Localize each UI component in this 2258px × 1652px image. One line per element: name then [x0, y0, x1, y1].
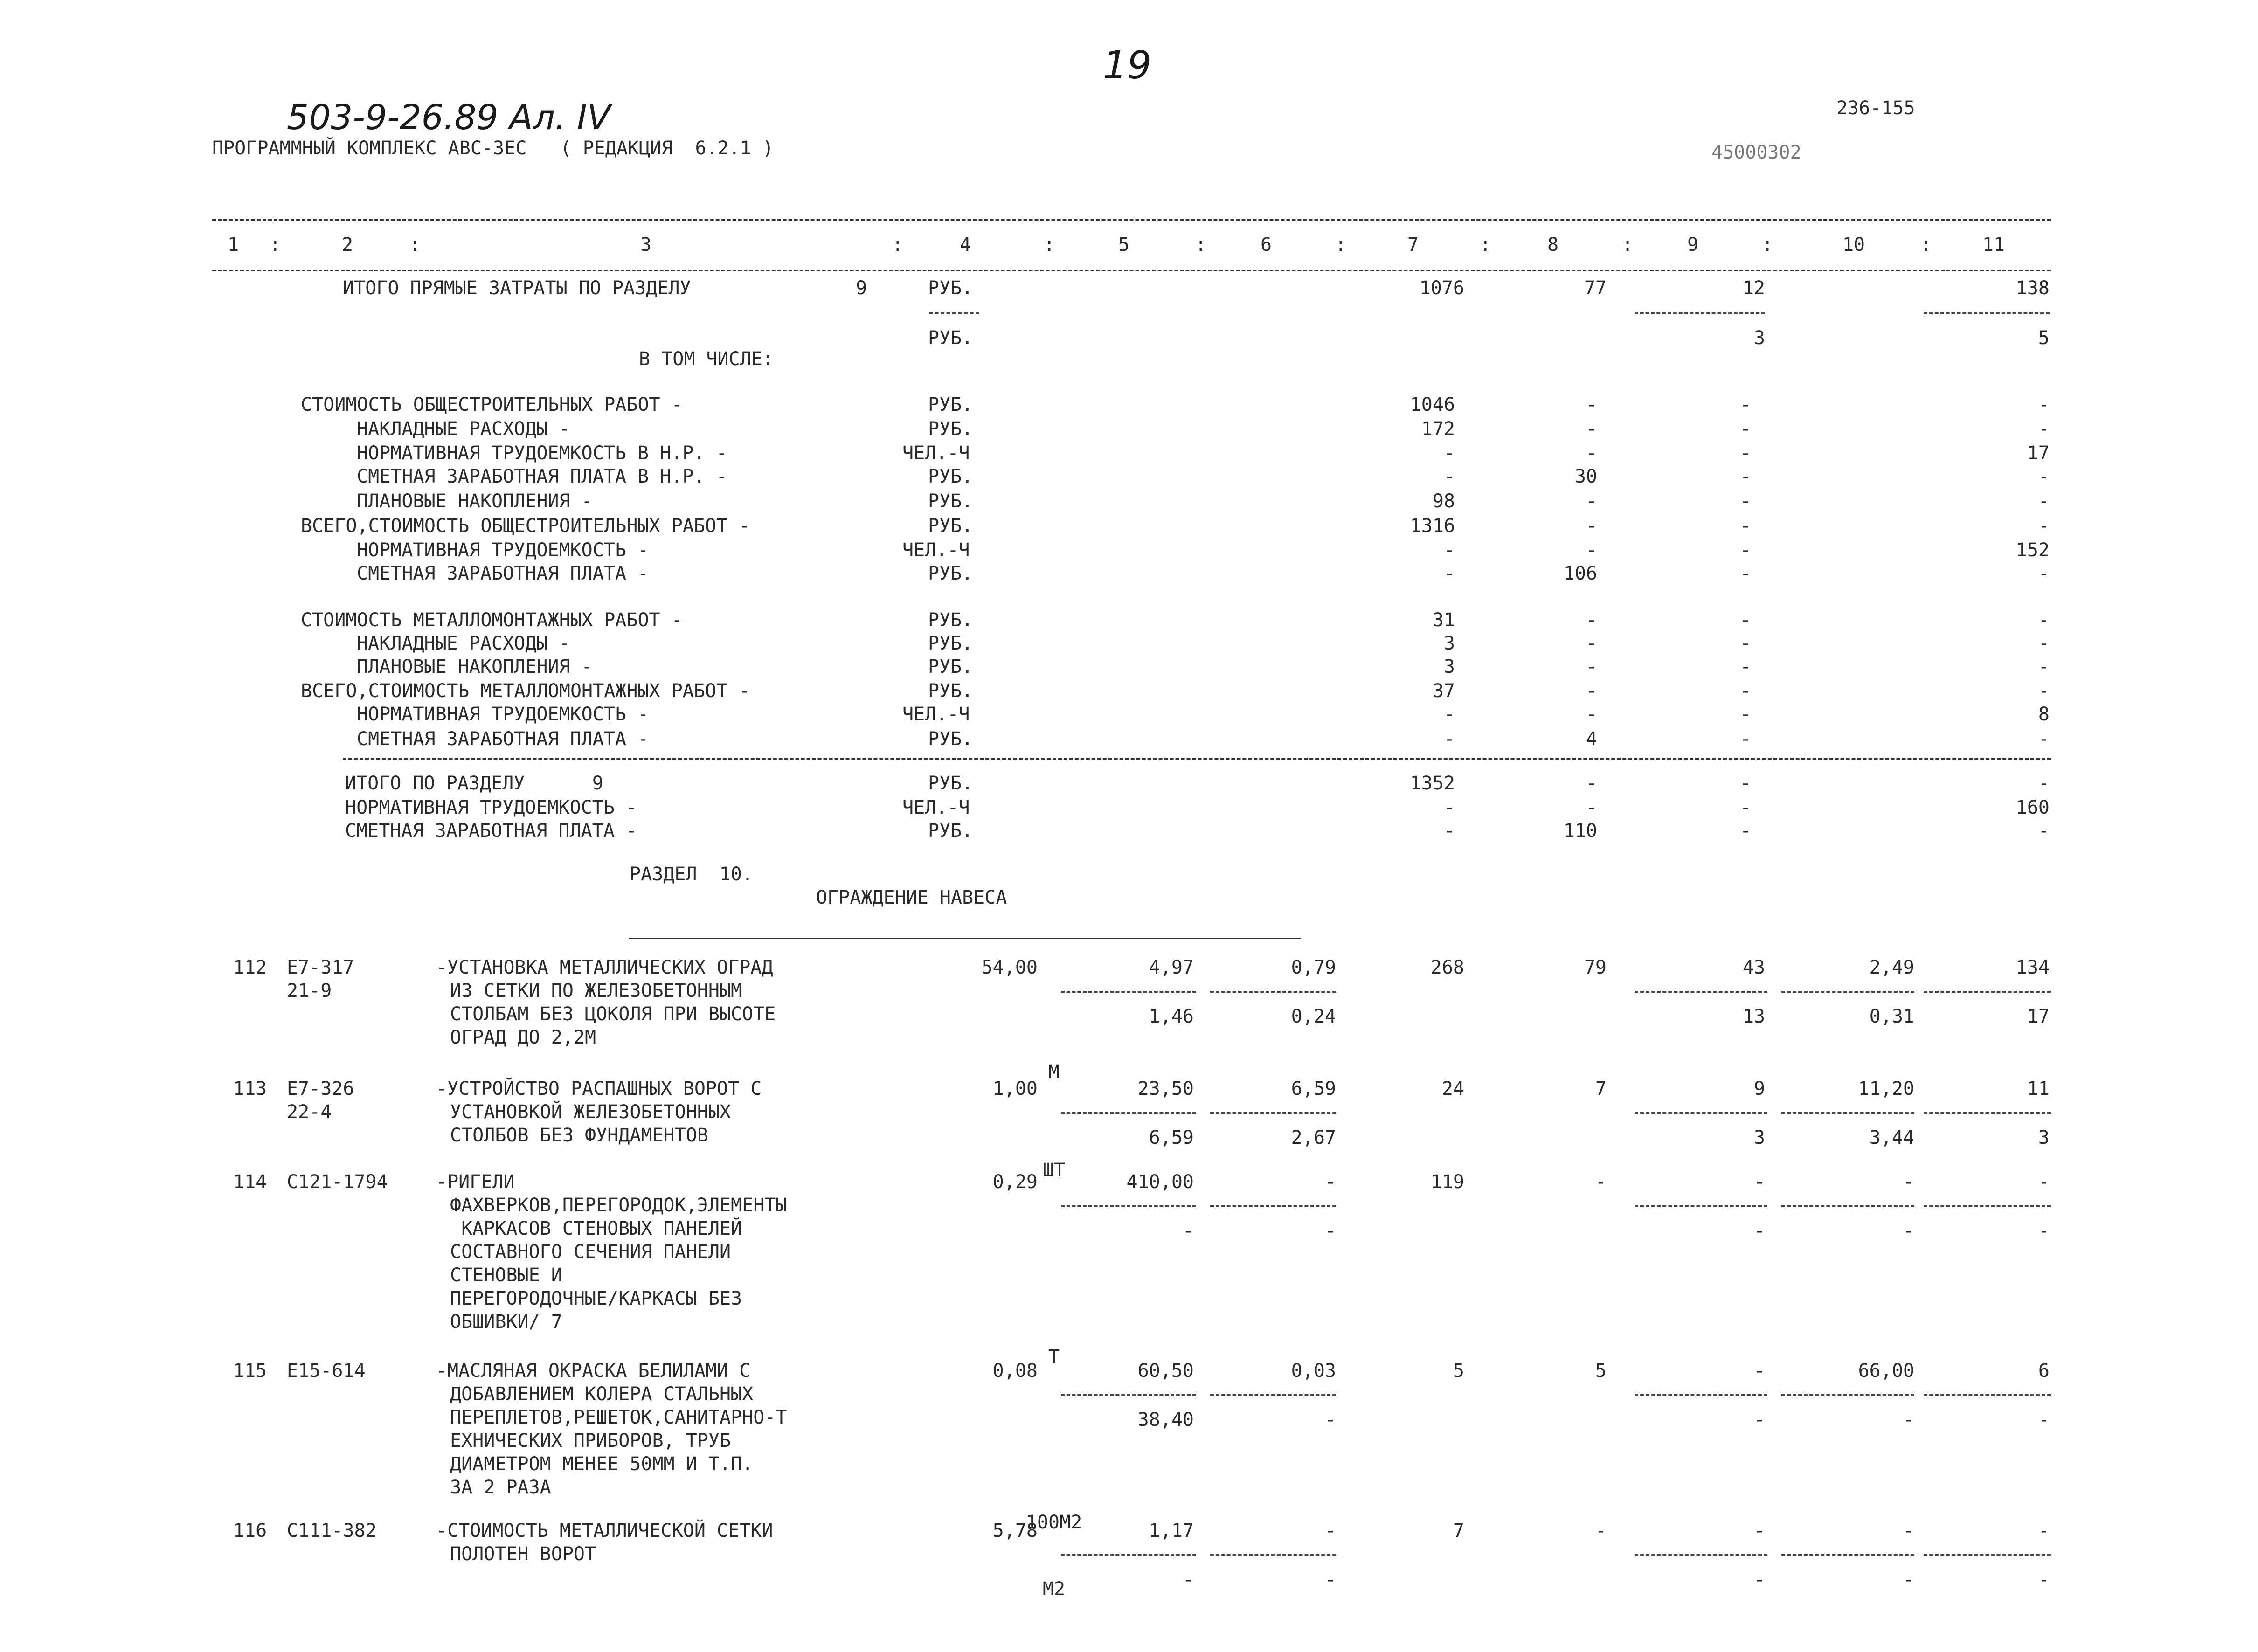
item-unit: ШТ [1042, 1160, 1066, 1181]
item-description-line: ПЕРЕПЛЕТОВ,РЕШЕТОК,САНИТАРНО-Т [450, 1407, 787, 1428]
item-c6-rule [1210, 1205, 1336, 1207]
item-description-line: УСТАНОВКОЙ ЖЕЛЕЗОБЕТОННЫХ [450, 1101, 731, 1123]
item-c8: 79 [1584, 957, 1607, 978]
item-description-line: СТЕНОВЫЕ И [450, 1265, 562, 1286]
section9-row-c11: - [2038, 728, 2050, 750]
section9-row-c7: 1046 [1410, 394, 1455, 415]
item-unit: М2 [1042, 1578, 1066, 1600]
section9-row-c11: 8 [2038, 704, 2050, 725]
item-c6-rule [1210, 1394, 1336, 1396]
section9-row-c11: - [2038, 656, 2050, 677]
item-c6-sub: - [1324, 1409, 1336, 1431]
item-c11-sub: - [2038, 1220, 2050, 1242]
item-code: Е7-326 [287, 1078, 354, 1099]
section9-total-c11: 160 [2016, 797, 2050, 818]
handwritten-document-code: 503-9-26.89 Ал. IV [287, 97, 611, 138]
section9-row-unit: РУБ. [928, 680, 973, 702]
item-c11-rule [1924, 1554, 2051, 1556]
item-c11: - [2038, 1520, 2050, 1541]
item-c11-sub: 3 [2038, 1127, 2050, 1148]
item-description-line: ПОЛОТЕН ВОРОТ [450, 1543, 596, 1565]
item-c10-sub: - [1903, 1220, 1914, 1242]
item-description-line: ОБШИВКИ/ 7 [450, 1311, 562, 1333]
item-description-line: КАРКАСОВ СТЕНОВЫХ ПАНЕЛЕЙ [450, 1218, 742, 1239]
item-c11: 11 [2027, 1078, 2050, 1099]
section9-row-unit: ЧЕЛ.-Ч [902, 539, 970, 561]
item-number: 115 [233, 1360, 267, 1382]
section9-row-c8: - [1586, 515, 1597, 537]
item-c10: - [1903, 1520, 1914, 1541]
item-quantity: 5,78 [992, 1520, 1038, 1541]
item-c9: 9 [1753, 1078, 1765, 1099]
column-header-14: 8 [1547, 234, 1559, 256]
section9-row-unit: РУБ. [928, 609, 973, 631]
item-c10-rule [1781, 1205, 1914, 1207]
section9-row-c11: 17 [2027, 442, 2050, 464]
section9-row-c9: - [1739, 563, 1751, 584]
item-description-line: СТОЛБАМ БЕЗ ЦОКОЛЯ ПРИ ВЫСОТЕ [450, 1003, 776, 1025]
item-code-secondary: 21-9 [287, 980, 332, 1002]
item-c6: 0,79 [1291, 957, 1336, 978]
section9-row-unit: РУБ. [928, 418, 973, 440]
section9-row-label: ПЛАНОВЫЕ НАКОПЛЕНИЯ - [357, 491, 593, 512]
item-c9-rule [1635, 1554, 1767, 1556]
item-number: 113 [233, 1078, 267, 1099]
column-header-16: 9 [1687, 234, 1699, 256]
unit-underline [929, 312, 979, 314]
item-c10: - [1903, 1171, 1914, 1193]
section10-title: РАЗДЕЛ 10. [630, 864, 753, 885]
item-c7: 5 [1453, 1360, 1464, 1382]
section9-row-c11: - [2038, 491, 2050, 512]
item-c11-sub: - [2038, 1569, 2050, 1590]
item-c9-sub: 13 [1742, 1006, 1765, 1027]
section9-row-label: НОРМАТИВНАЯ ТРУДОЕМКОСТЬ - [357, 539, 649, 561]
section9-row-c8: - [1586, 633, 1597, 654]
section9-row-c9: - [1739, 656, 1751, 677]
column-header-5: : [892, 234, 904, 256]
item-c10-sub: 3,44 [1869, 1127, 1914, 1148]
handwritten-page-number: 19 [1103, 43, 1152, 88]
section9-row-c9: - [1739, 728, 1751, 750]
section9-row-c8: - [1586, 656, 1597, 677]
total-direct-label: ИТОГО ПРЯМЫЕ ЗАТРАТЫ ПО РАЗДЕЛУ [343, 277, 691, 299]
item-code: С111-382 [287, 1520, 377, 1541]
section9-row-c11: - [2038, 609, 2050, 631]
section9-row-c11: - [2038, 466, 2050, 487]
section9-row-c8: - [1586, 609, 1597, 631]
total-direct-c9: 12 [1742, 277, 1765, 299]
section9-row-c7: - [1443, 442, 1455, 464]
item-c8: 5 [1595, 1360, 1607, 1382]
item-c9-rule [1635, 1205, 1767, 1207]
column-header-20: 11 [1982, 234, 2005, 256]
column-header-18: 10 [1842, 234, 1865, 256]
header-bottom-rule [212, 270, 2051, 271]
section9-total-c9: - [1739, 773, 1751, 794]
column-header-7: : [1043, 234, 1055, 256]
item-c11-rule [1924, 1112, 2051, 1114]
section9-total-unit: РУБ. [928, 773, 973, 794]
section9-row-c11: - [2038, 515, 2050, 537]
item-c7: 119 [1430, 1171, 1464, 1193]
section9-total-c7: 1352 [1410, 773, 1455, 794]
section9-row-c8: - [1586, 394, 1597, 415]
header-top-rule [212, 219, 2051, 221]
section9-row-c11: - [2038, 563, 2050, 584]
section9-row-label: НОРМАТИВНАЯ ТРУДОЕМКОСТЬ - [357, 704, 649, 725]
section9-row-label: ВСЕГО,СТОИМОСТЬ ОБЩЕСТРОИТЕЛЬНЫХ РАБОТ - [301, 515, 750, 537]
section9-row-label: ПЛАНОВЫЕ НАКОПЛЕНИЯ - [357, 656, 593, 677]
item-c6: - [1324, 1520, 1336, 1541]
item-c9: - [1753, 1360, 1765, 1382]
section9-row-label: СМЕТНАЯ ЗАРАБОТНАЯ ПЛАТА В Н.Р. - [357, 466, 727, 487]
total-direct-c7: 1076 [1419, 277, 1464, 299]
section9-row-c8: 30 [1574, 466, 1597, 487]
column-header-11: : [1335, 234, 1347, 256]
item-description-line: ФАХВЕРКОВ,ПЕРЕГОРОДОК,ЭЛЕМЕНТЫ [450, 1195, 787, 1216]
section9-row-c8: - [1586, 539, 1597, 561]
item-c11: 134 [2016, 957, 2050, 978]
section9-row-label: НАКЛАДНЫЕ РАСХОДЫ - [357, 633, 570, 654]
item-number: 114 [233, 1171, 267, 1193]
section9-row-c9: - [1739, 491, 1751, 512]
item-c9-sub: - [1753, 1220, 1765, 1242]
section9-row-unit: ЧЕЛ.-Ч [902, 704, 970, 725]
section9-row-c7: - [1443, 466, 1455, 487]
item-quantity: 54,00 [981, 957, 1038, 978]
section9-row-c7: 1316 [1410, 515, 1455, 537]
section9-total-c8: - [1586, 773, 1597, 794]
column-header-2: 2 [341, 234, 353, 256]
item-number: 116 [233, 1520, 267, 1541]
item-c10-sub: - [1903, 1569, 1914, 1590]
total-direct-c11: 138 [2016, 277, 2050, 299]
section9-row-c9: - [1739, 609, 1751, 631]
item-description-line: ЕХНИЧЕСКИХ ПРИБОРОВ, ТРУБ [450, 1430, 731, 1452]
item-c10-sub: - [1903, 1409, 1914, 1431]
item-description-line: ИЗ СЕТКИ ПО ЖЕЛЕЗОБЕТОННЫМ [450, 980, 742, 1002]
item-c11: - [2038, 1171, 2050, 1193]
item-c9-rule [1635, 1394, 1767, 1396]
reference-number: 236-155 [1836, 97, 1915, 119]
item-c5-sub: 38,40 [1137, 1409, 1194, 1431]
item-c9: 43 [1742, 957, 1765, 978]
column-header-10: 6 [1260, 234, 1272, 256]
section9-row-c11: - [2038, 633, 2050, 654]
section9-row-c11: - [2038, 394, 2050, 415]
section9-row-unit: РУБ. [928, 466, 973, 487]
section9-row-c7: - [1443, 728, 1455, 750]
item-code: С121-1794 [287, 1171, 388, 1193]
section10-subtitle: ОГРАЖДЕНИЕ НАВЕСА [816, 887, 1007, 908]
item-c5-rule [1061, 1205, 1196, 1207]
item-c5-rule [1061, 991, 1196, 993]
item-unit: 100М2 [1025, 1512, 1082, 1533]
column-header-13: : [1479, 234, 1491, 256]
section9-row-c7: 37 [1432, 680, 1455, 702]
item-c5: 60,50 [1137, 1360, 1194, 1382]
section9-row-c8: - [1586, 491, 1597, 512]
item-c9-sub: - [1753, 1409, 1765, 1431]
item-c5: 410,00 [1126, 1171, 1194, 1193]
section9-total-label: ИТОГО ПО РАЗДЕЛУ 9 [345, 773, 603, 794]
section9-row-c8: - [1586, 680, 1597, 702]
item-description-line: -УСТАНОВКА МЕТАЛЛИЧЕСКИХ ОГРАД [436, 957, 773, 978]
section9-row-c9: - [1739, 633, 1751, 654]
section9-total-c7: - [1443, 820, 1455, 842]
column-header-19: : [1920, 234, 1932, 256]
item-c5-rule [1061, 1394, 1196, 1396]
item-c5-sub: - [1182, 1569, 1194, 1590]
column-header-9: : [1195, 234, 1207, 256]
item-c7: 24 [1441, 1078, 1464, 1099]
section9-row-c8: - [1586, 704, 1597, 725]
section9-row-unit: РУБ. [928, 563, 973, 584]
item-c6-rule [1210, 1112, 1336, 1114]
section9-row-label: ВСЕГО,СТОИМОСТЬ МЕТАЛЛОМОНТАЖНЫХ РАБОТ - [301, 680, 750, 702]
section9-row-c7: 172 [1421, 418, 1455, 440]
item-unit: М [1048, 1062, 1060, 1083]
item-description-line: ДИАМЕТРОМ МЕНЕЕ 50ММ И Т.П. [450, 1453, 754, 1475]
item-c10-sub: 0,31 [1869, 1006, 1914, 1027]
item-quantity: 0,08 [992, 1360, 1038, 1382]
item-c7: 268 [1430, 957, 1464, 978]
section9-row-c8: 106 [1563, 563, 1597, 584]
item-description-line: ДОБАВЛЕНИЕМ КОЛЕРА СТАЛЬНЫХ [450, 1383, 754, 1405]
item-c9: - [1753, 1520, 1765, 1541]
item-c10-rule [1781, 1112, 1914, 1114]
item-c6: 0,03 [1291, 1360, 1336, 1382]
section9-row-label: СМЕТНАЯ ЗАРАБОТНАЯ ПЛАТА - [357, 728, 649, 750]
section9-row-unit: РУБ. [928, 394, 973, 415]
item-c11-rule [1924, 991, 2051, 993]
item-c8: 7 [1595, 1078, 1607, 1099]
item-c6-sub: - [1324, 1569, 1336, 1590]
program-line: ПРОГРАММНЫЙ КОМПЛЕКС АВС-3ЕС ( РЕДАКЦИЯ 6.2.1 ) [212, 138, 774, 159]
item-c6: 6,59 [1291, 1078, 1336, 1099]
section9-total-label: НОРМАТИВНАЯ ТРУДОЕМКОСТЬ - [345, 797, 637, 818]
item-c6: - [1324, 1171, 1336, 1193]
section9-total-unit: ЧЕЛ.-Ч [902, 797, 970, 818]
column-header-0: 1 [227, 234, 239, 256]
column-header-3: : [409, 234, 421, 256]
item-c6-rule [1210, 991, 1336, 993]
section9-total-c11: - [2038, 773, 2050, 794]
item-quantity: 1,00 [992, 1078, 1038, 1099]
section9-row-c9: - [1739, 515, 1751, 537]
item-c5: 23,50 [1137, 1078, 1194, 1099]
item-c9-rule [1635, 991, 1767, 993]
item-unit: Т [1048, 1346, 1060, 1368]
total-direct-sub-unit: РУБ. [928, 327, 973, 349]
item-c6-sub: 0,24 [1291, 1006, 1336, 1027]
section9-row-c11: - [2038, 418, 2050, 440]
section9-row-label: СТОИМОСТЬ МЕТАЛЛОМОНТАЖНЫХ РАБОТ - [301, 609, 683, 631]
section9-row-c9: - [1739, 418, 1751, 440]
item-c5-rule [1061, 1112, 1196, 1114]
section9-row-c8: - [1586, 442, 1597, 464]
item-c6-rule [1210, 1554, 1336, 1556]
total-direct-sub-c9: 3 [1753, 327, 1765, 349]
section9-total-label: СМЕТНАЯ ЗАРАБОТНАЯ ПЛАТА - [345, 820, 637, 842]
item-c5: 4,97 [1149, 957, 1194, 978]
item-c10-rule [1781, 991, 1914, 993]
section9-row-label: НАКЛАДНЫЕ РАСХОДЫ - [357, 418, 570, 440]
section9-row-c7: - [1443, 563, 1455, 584]
section9-row-c7: 3 [1443, 633, 1455, 654]
column-header-15: : [1621, 234, 1634, 256]
section9-total-c8: - [1586, 797, 1597, 818]
section9-row-unit: РУБ. [928, 515, 973, 537]
item-c11-rule [1924, 1394, 2051, 1396]
item-code: Е15-614 [287, 1360, 366, 1382]
item-c9-sub: - [1753, 1569, 1765, 1590]
item-description-line: -РИГЕЛИ [436, 1171, 515, 1193]
section9-row-label: НОРМАТИВНАЯ ТРУДОЕМКОСТЬ В Н.Р. - [357, 442, 727, 464]
section9-row-c9: - [1739, 466, 1751, 487]
section9-row-c7: 3 [1443, 656, 1455, 677]
column-header-6: 4 [959, 234, 971, 256]
section9-total-c11: - [2038, 820, 2050, 842]
total-direct-section-number: 9 [856, 277, 867, 299]
total-direct-unit: РУБ. [928, 277, 973, 299]
section9-row-c11: 152 [2016, 539, 2050, 561]
item-c10: 2,49 [1869, 957, 1914, 978]
item-description-line: ОГРАД ДО 2,2М [450, 1027, 596, 1048]
column-header-4: 3 [640, 234, 652, 256]
item-c10-rule [1781, 1554, 1914, 1556]
item-description-line: -СТОИМОСТЬ МЕТАЛЛИЧЕСКОЙ СЕТКИ [436, 1520, 773, 1541]
section9-row-unit: РУБ. [928, 491, 973, 512]
section9-total-c9: - [1739, 797, 1751, 818]
section9-row-unit: РУБ. [928, 656, 973, 677]
section9-row-c8: 4 [1586, 728, 1597, 750]
column-header-8: 5 [1118, 234, 1130, 256]
section9-row-unit: РУБ. [928, 728, 973, 750]
item-description-line: -МАСЛЯНАЯ ОКРАСКА БЕЛИЛАМИ С [436, 1360, 751, 1382]
item-c5-sub: 1,46 [1149, 1006, 1194, 1027]
section9-row-unit: ЧЕЛ.-Ч [902, 442, 970, 464]
item-c9-sub: 3 [1753, 1127, 1765, 1148]
total-direct-c8: 77 [1584, 277, 1607, 299]
section9-row-c11: - [2038, 680, 2050, 702]
column-header-17: : [1761, 234, 1773, 256]
in-that-heading: В ТОМ ЧИСЛЕ: [639, 348, 774, 370]
item-c11-rule [1924, 1205, 2051, 1207]
item-c10-rule [1781, 1394, 1914, 1396]
item-c9: - [1753, 1171, 1765, 1193]
item-c5: 1,17 [1149, 1520, 1194, 1541]
item-c11: 6 [2038, 1360, 2050, 1382]
item-c6-sub: - [1324, 1220, 1336, 1242]
item-c10: 66,00 [1858, 1360, 1914, 1382]
column-header-1: : [269, 234, 281, 256]
item-c7: 7 [1453, 1520, 1464, 1541]
item-description-line: ПЕРЕГОРОДОЧНЫЕ/КАРКАСЫ БЕЗ [450, 1288, 742, 1309]
section9-row-c7: 98 [1432, 491, 1455, 512]
section9-total-c9: - [1739, 820, 1751, 842]
c11-underline [1924, 312, 2050, 314]
item-c5-sub: 6,59 [1149, 1127, 1194, 1148]
item-quantity: 0,29 [992, 1171, 1038, 1193]
item-code: Е7-317 [287, 957, 354, 978]
c9-underline [1635, 312, 1765, 314]
item-description-line: ЗА 2 РАЗА [450, 1477, 551, 1498]
item-description-line: СТОЛБОВ БЕЗ ФУНДАМЕНТОВ [450, 1125, 708, 1146]
section9-row-c7: - [1443, 539, 1455, 561]
section9-total-c7: - [1443, 797, 1455, 818]
section9-row-label: СМЕТНАЯ ЗАРАБОТНАЯ ПЛАТА - [357, 563, 649, 584]
section9-total-c8: 110 [1563, 820, 1597, 842]
section10-title-rule [629, 938, 1301, 940]
section9-row-c9: - [1739, 704, 1751, 725]
item-c11-sub: - [2038, 1409, 2050, 1431]
item-description-line: СОСТАВНОГО СЕЧЕНИЯ ПАНЕЛИ [450, 1241, 731, 1263]
item-c5-sub: - [1182, 1220, 1194, 1242]
section9-row-c8: - [1586, 418, 1597, 440]
item-code-secondary: 22-4 [287, 1101, 332, 1123]
total-direct-sub-c11: 5 [2038, 327, 2050, 349]
column-header-12: 7 [1407, 234, 1419, 256]
section9-row-c9: - [1739, 394, 1751, 415]
item-number: 112 [233, 957, 267, 978]
section9-totals-rule [343, 758, 2051, 760]
section9-row-c9: - [1739, 539, 1751, 561]
item-description-line: -УСТРОЙСТВО РАСПАШНЫХ ВОРОТ С [436, 1078, 762, 1099]
section9-row-label: СТОИМОСТЬ ОБЩЕСТРОИТЕЛЬНЫХ РАБОТ - [301, 394, 683, 415]
item-c8: - [1595, 1520, 1607, 1541]
item-c10: 11,20 [1858, 1078, 1914, 1099]
section9-row-c9: - [1739, 442, 1751, 464]
section9-row-c9: - [1739, 680, 1751, 702]
item-c11-sub: 17 [2027, 1006, 2050, 1027]
section9-row-c7: - [1443, 704, 1455, 725]
section9-row-unit: РУБ. [928, 633, 973, 654]
item-c5-rule [1061, 1554, 1196, 1556]
item-c9-rule [1635, 1112, 1767, 1114]
reference-code: 45000302 [1711, 142, 1801, 163]
item-c6-sub: 2,67 [1291, 1127, 1336, 1148]
section9-row-c7: 31 [1432, 609, 1455, 631]
section9-total-unit: РУБ. [928, 820, 973, 842]
item-c8: - [1595, 1171, 1607, 1193]
